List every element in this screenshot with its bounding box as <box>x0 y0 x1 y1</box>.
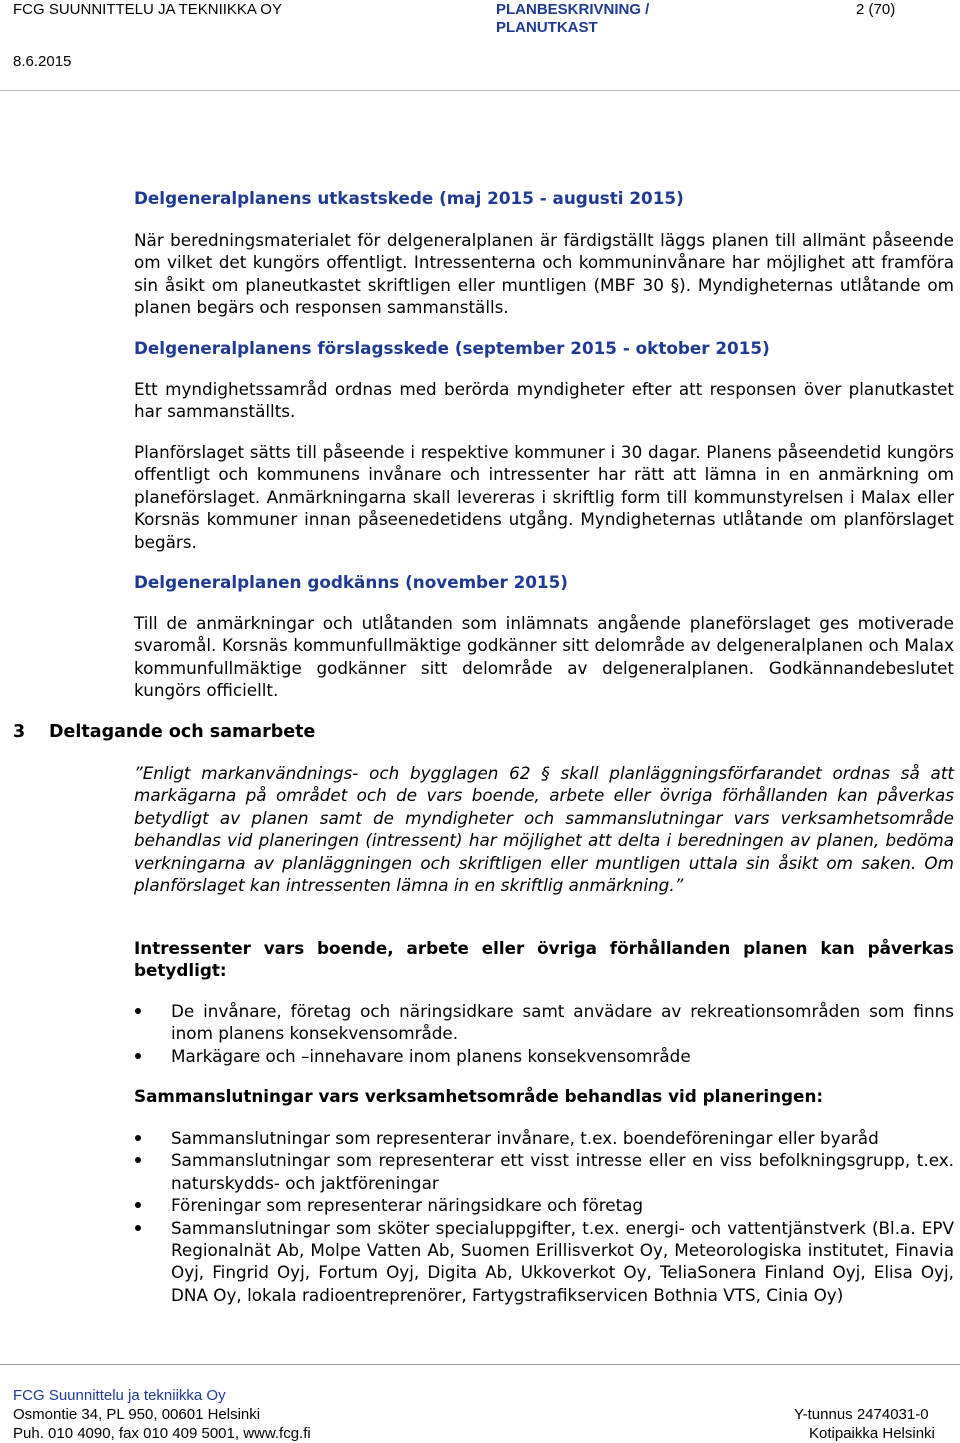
paragraph-utkastskede: När beredningsmaterialet för delgeneralplanen är färdigställt läggs planen till allmänt påseende om vilket det kungörs offentligt. Intressenterna och kommuninvånare har möjlighet att framföra sin åsikt om planeutkastet skriftligen eller muntligen (MBF 30 §). Myndigheternas utlåtande om planen begärs och responsen sammanställs. <box>134 230 954 318</box>
list-sammanslutningar <box>134 1127 954 1306</box>
section-title: Deltagande och samarbete <box>49 722 316 742</box>
header-title-line-2: PLANUTKAST <box>496 19 598 36</box>
paragraph-planforslaget: Planförslaget sätts till påseende i respektive kommuner i 30 dagar. Planens påseendetid kungörs offentligt och kommunens invånare och intressenter har rätt att lämna in en anmärkning om planeförslaget. Anmärkningarna skall levereras i skriftlig form till kommunstyrelsen i Malax eller Korsnäs kommuner innan påseenedetidens utgång. Myndigheternas utlåtande om planförslaget begärs. <box>134 442 954 552</box>
paragraph-godkanns: Till de anmärkningar och utlåtanden som inlämnats angående planeförslaget ges motiverade svaromål. Korsnäs kommunfullmäktige godkänner sitt delområde av delgeneralplanen och Malax kommunfullmäktige godkänner sitt delområde av delgeneralplanen. Godkännandebeslutet kungörs officiellt. <box>134 613 954 701</box>
list-item: Sammanslutningar som sköter specialuppgifter, t.ex. energi- och vattentjänstverk (Bl.a. EPV Regionalnät Ab, Molpe Vatten Ab, Suomen Erillisverkot Oy, Meteorologiska institutet, Finavia Oyj, Fingrid Oyj, Fortum Oyj, Digita Ab, Ukkoverkot Oy, TeliaSonera Finland Oyj, Elisa Oyj, DNA Oy, lokala radioentreprenörer, Fartygstrafikservicen Bothnia VTS, Cinia Oy) <box>134 1217 954 1307</box>
section-number: 3 <box>13 722 26 742</box>
footer-divider <box>0 1364 960 1365</box>
heading-intressenter: Intressenter vars boende, arbete eller övriga förhållanden planen kan påverkas betydligt: <box>134 938 954 981</box>
header-company: FCG SUUNNITTELU JA TEKNIIKKA OY <box>13 1 282 18</box>
footer-business-id: Y-tunnus 2474031-0 <box>794 1406 929 1423</box>
header-title-line-1: PLANBESKRIVNING / <box>496 1 650 18</box>
footer-contact: Puh. 010 4090, fax 010 409 5001, www.fcg.fi <box>13 1425 311 1442</box>
paragraph-myndighetssamrad: Ett myndighetssamråd ordnas med berörda myndigheter efter att responsen över planutkastet har sammanställts. <box>134 379 954 422</box>
heading-sammanslutningar: Sammanslutningar vars verksamhetsområde behandlas vid planeringen: <box>134 1086 824 1106</box>
list-item: Sammanslutningar som representerar ett visst intresse eller en viss befolkningsgrupp, t.ex. naturskydds- och jaktföreningar <box>134 1149 954 1194</box>
footer-address: Osmontie 34, PL 950, 00601 Helsinki <box>13 1406 261 1423</box>
header-date: 8.6.2015 <box>13 53 72 70</box>
section-heading <box>13 721 315 743</box>
list-item: Föreningar som representerar näringsidkare och företag <box>134 1194 954 1216</box>
list-item: Sammanslutningar som representerar invånare, t.ex. boendeföreningar eller byaråd <box>134 1127 954 1149</box>
list-item: Markägare och –innehavare inom planens konsekvensområde <box>134 1045 954 1067</box>
list-intressenter <box>134 1000 954 1067</box>
header-divider <box>0 90 960 91</box>
heading-forslagsskede: Delgeneralplanens förslagsskede (september 2015 - oktober 2015) <box>134 338 770 358</box>
header-page-number: 2 (70) <box>856 1 896 18</box>
footer-domicile: Kotipaikka Helsinki <box>809 1425 935 1442</box>
heading-utkastskede: Delgeneralplanens utkastskede (maj 2015 - augusti 2015) <box>134 188 684 208</box>
list-item: De invånare, företag och näringsidkare samt anvädare av rekreationsområden som finns inom planens konsekvensområde. <box>134 1000 954 1045</box>
law-quote: ”Enligt markanvändnings- och bygglagen 62 § skall planläggningsförfarandet ordnas så att markägarna på området och de vars boende, arbete eller övriga förhållanden kan påverkas betydligt av planen samt de myndigheter och sammanslutningar vars verksamhetsområde behandlas vid planeringen (intressent) har möjlighet att delta i beredningen av planen, bedöma verkningarna av planläggningen och skriftligen eller muntligen uttala sin åsikt om saken. Om planförslaget kan intressenten lämna in en skriftlig anmärkning.” <box>134 763 954 896</box>
header-document-title <box>496 1 649 37</box>
footer-company: FCG Suunnittelu ja tekniikka Oy <box>13 1387 226 1404</box>
heading-godkanns: Delgeneralplanen godkänns (november 2015) <box>134 572 568 592</box>
